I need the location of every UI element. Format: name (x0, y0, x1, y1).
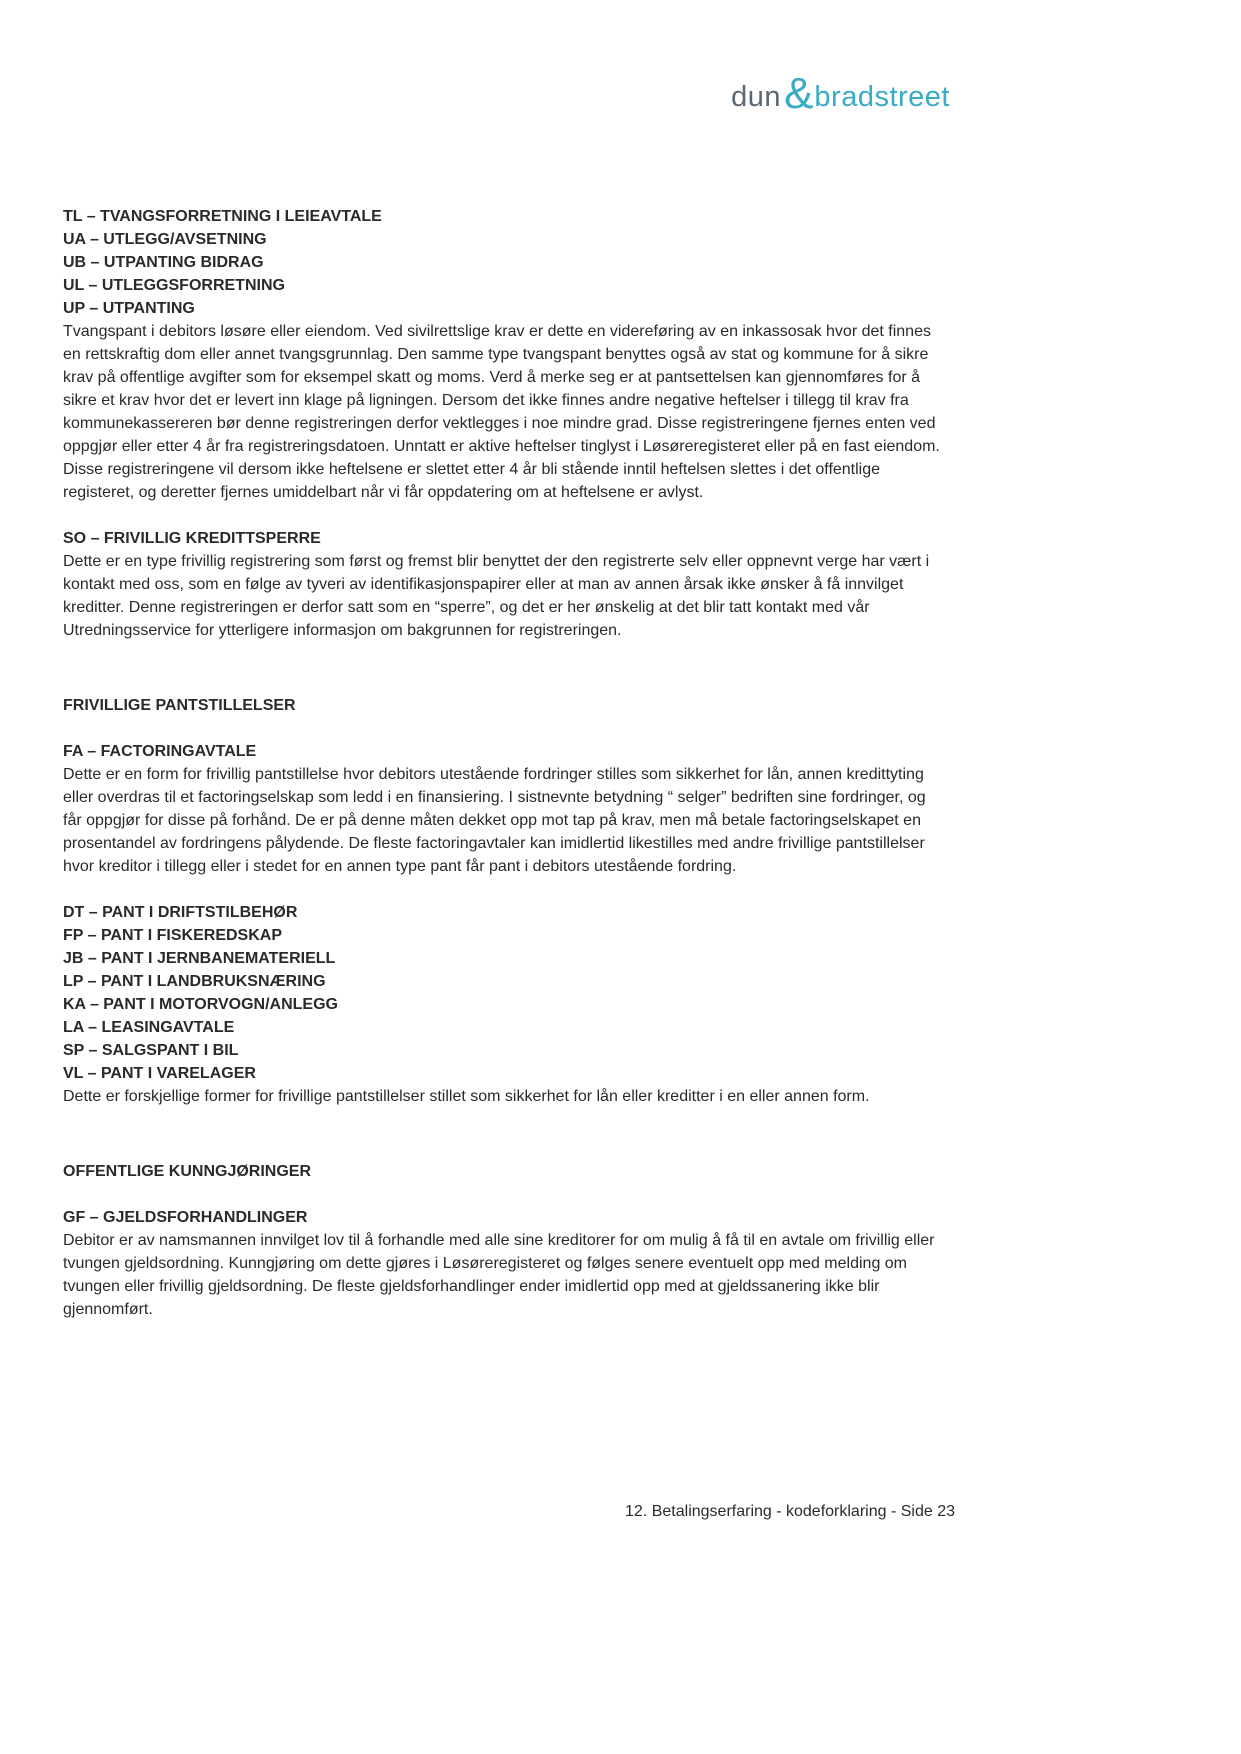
code-heading: SO – FRIVILLIG KREDITTSPERRE (63, 530, 321, 547)
dun-bradstreet-logo (731, 69, 950, 118)
paragraph: Tvangspant i debitors løsøre eller eiendom. Ved sivilrettslige krav er dette en videreføring av en inkassosak hvor det finnes en rettskraftig dom eller annet tvangsgrunnlag. Den samme type tvangspant benyttes også av stat og kommune for å sikre krav på offentlige avgifter som for eksempel skatt og moms. Verd å merke seg er at pantsettelsen kan gjennomføres for å sikre et krav hvor det er levert inn klage på ligningen. Dersom det ikke finnes andre negative heftelser i tillegg til krav fra kommunekassereren bør denne registreringen derfor vektlegges i noe mindre grad. Disse registreringene fjernes enten ved oppgjør eller etter 4 år fra registreringsdatoen. Unntatt er aktive heftelser tinglyst i Løsøreregisteret eller på en fast eiendom. Disse registreringene vil dersom ikke heftelsene er slettet etter 4 år bli stående inntil heftelsen slettes i det offentlige registeret, og deretter fjernes umiddelbart når vi får oppdatering om at heftelsene er avlyst. (63, 323, 940, 501)
code-heading: GF – GJELDSFORHANDLINGER (63, 1209, 308, 1226)
document-content (63, 205, 947, 1321)
code-heading: LA – LEASINGAVTALE (63, 1019, 235, 1036)
code-heading: DT – PANT I DRIFTSTILBEHØR (63, 904, 298, 921)
code-heading-group (63, 740, 947, 763)
section-heading: OFFENTLIGE KUNNGJØRINGER (63, 1163, 312, 1180)
paragraph: Dette er en form for frivillig pantstillelse hvor debitors utestående fordringer stilles som sikkerhet for lån, annen kredittyting eller overdras til et factoringselskap som ledd i en finansiering. I sistnevnte betydning “ selger” bedriften sine fordringer, og får oppgjør for disse på forhånd. De er på denne måten dekket opp mot tap på krav, men må betale factoringselskapet en prosentandel av fordringens pålydende. De fleste factoringavtaler kan imidlertid likestilles med andre frivillige pantstillelser hvor kreditor i tillegg eller i stedet for en annen type pant får pant i debitors utestående fordring. (63, 766, 926, 875)
code-heading: LP – PANT I LANDBRUKSNÆRING (63, 973, 326, 990)
code-heading-group (63, 205, 947, 320)
code-heading: UA – UTLEGG/AVSETNING (63, 231, 267, 248)
code-heading: UP – UTPANTING (63, 300, 195, 317)
logo-ampersand-icon: & (784, 69, 814, 118)
code-heading: UB – UTPANTING BIDRAG (63, 254, 264, 271)
paragraph: Dette er forskjellige former for frivillige pantstillelser stillet som sikkerhet for lån eller kreditter i en eller annen form. (63, 1088, 870, 1105)
code-heading: FA – FACTORINGAVTALE (63, 743, 257, 760)
page-footer: 12. Betalingserfaring - kodeforklaring - Side 23 (625, 1503, 955, 1520)
code-heading: SP – SALGSPANT I BIL (63, 1042, 239, 1059)
logo-word-bradstreet: bradstreet (814, 81, 950, 113)
code-heading: JB – PANT I JERNBANEMATERIELL (63, 950, 336, 967)
code-heading: UL – UTLEGGSFORRETNING (63, 277, 285, 294)
code-heading: VL – PANT I VARELAGER (63, 1065, 256, 1082)
code-heading-group (63, 527, 947, 550)
code-heading: TL – TVANGSFORRETNING I LEIEAVTALE (63, 208, 382, 225)
section-heading: FRIVILLIGE PANTSTILLELSER (63, 697, 296, 714)
paragraph: Debitor er av namsmannen innvilget lov til å forhandle med alle sine kreditorer for om mulig å få til en avtale om frivillig eller tvungen gjeldsordning. Kunngjøring om dette gjøres i Løsøreregisteret og følges senere eventuelt opp med melding om tvungen eller frivillig gjeldsordning. De fleste gjeldsforhandlinger ender imidlertid opp med at gjeldssanering ikke blir gjennomført. (63, 1232, 935, 1318)
logo-word-dun: dun (731, 81, 782, 113)
paragraph: Dette er en type frivillig registrering som først og fremst blir benyttet der den registrerte selv eller oppnevnt verge har vært i kontakt med oss, som en følge av tyveri av identifikasjonspapirer eller at man av annen årsak ikke ønsker å få innvilget kreditter. Denne registreringen er derfor satt som en “sperre”, og det er her ønskelig at det blir tatt kontakt med vår Utredningsservice for ytterligere informasjon om bakgrunnen for registreringen. (63, 553, 930, 639)
code-heading-group (63, 901, 947, 1085)
code-heading: FP – PANT I FISKEREDSKAP (63, 927, 282, 944)
code-heading-group (63, 1206, 947, 1229)
code-heading: KA – PANT I MOTORVOGN/ANLEGG (63, 996, 338, 1013)
